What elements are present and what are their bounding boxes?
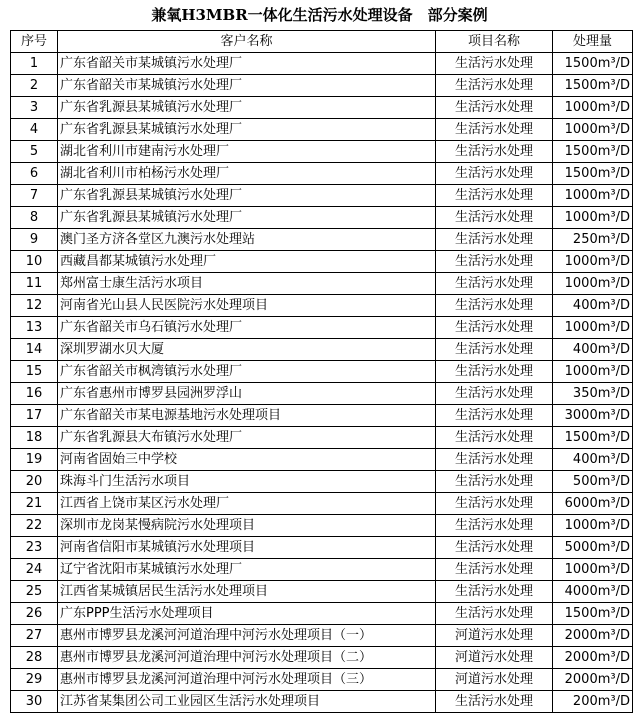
cell-capacity: 1000m³/D [553, 361, 633, 383]
table-row [11, 229, 633, 251]
table-row [11, 691, 633, 713]
cell-customer-name: 广东省韶关市某城镇污水处理厂 [58, 53, 436, 75]
cell-customer-name: 湖北省利川市柏杨污水处理厂 [58, 163, 436, 185]
table-row [11, 471, 633, 493]
cell-no: 2 [11, 75, 58, 97]
cell-no: 20 [11, 471, 58, 493]
cell-no: 3 [11, 97, 58, 119]
cell-no: 15 [11, 361, 58, 383]
cell-customer-name: 河南省光山县人民医院污水处理项目 [58, 295, 436, 317]
cell-no: 5 [11, 141, 58, 163]
table-row [11, 383, 633, 405]
cell-project-name: 河道污水处理 [436, 669, 553, 691]
cell-no: 4 [11, 119, 58, 141]
cell-customer-name: 江苏省某集团公司工业园区生活污水处理项目 [58, 691, 436, 713]
cell-project-name: 生活污水处理 [436, 119, 553, 141]
cell-no: 16 [11, 383, 58, 405]
cell-customer-name: 广东省韶关市某电源基地污水处理项目 [58, 405, 436, 427]
cell-capacity: 2000m³/D [553, 669, 633, 691]
cell-capacity: 2000m³/D [553, 625, 633, 647]
cell-customer-name: 澳门圣方济各堂区九澳污水处理站 [58, 229, 436, 251]
cell-project-name: 生活污水处理 [436, 361, 553, 383]
cell-project-name: 生活污水处理 [436, 537, 553, 559]
cell-no: 7 [11, 185, 58, 207]
table-row [11, 449, 633, 471]
header-row [11, 31, 633, 53]
table-row [11, 141, 633, 163]
cell-no: 25 [11, 581, 58, 603]
cell-project-name: 生活污水处理 [436, 339, 553, 361]
table-row [11, 53, 633, 75]
cell-project-name: 生活污水处理 [436, 559, 553, 581]
cell-customer-name: 湖北省利川市建南污水处理厂 [58, 141, 436, 163]
cell-project-name: 生活污水处理 [436, 317, 553, 339]
cell-capacity: 350m³/D [553, 383, 633, 405]
cell-capacity: 1500m³/D [553, 427, 633, 449]
cell-customer-name: 广东省乳源县某城镇污水处理厂 [58, 207, 436, 229]
cell-capacity: 1000m³/D [553, 515, 633, 537]
cell-no: 30 [11, 691, 58, 713]
cell-capacity: 1500m³/D [553, 603, 633, 625]
table-row [11, 361, 633, 383]
cell-capacity: 1000m³/D [553, 317, 633, 339]
table-row [11, 163, 633, 185]
cell-project-name: 生活污水处理 [436, 229, 553, 251]
cell-capacity: 1000m³/D [553, 185, 633, 207]
cell-no: 8 [11, 207, 58, 229]
cell-capacity: 1500m³/D [553, 163, 633, 185]
cell-capacity: 500m³/D [553, 471, 633, 493]
cell-capacity: 3000m³/D [553, 405, 633, 427]
cell-project-name: 生活污水处理 [436, 163, 553, 185]
cell-customer-name: 惠州市博罗县龙溪河河道治理中河污水处理项目（二） [58, 647, 436, 669]
table-row [11, 493, 633, 515]
cell-project-name: 生活污水处理 [436, 97, 553, 119]
table-body [11, 53, 633, 713]
cell-customer-name: 辽宁省沈阳市某城镇污水处理厂 [58, 559, 436, 581]
table-row [11, 295, 633, 317]
cell-project-name: 生活污水处理 [436, 691, 553, 713]
cell-no: 13 [11, 317, 58, 339]
cell-capacity: 1000m³/D [553, 97, 633, 119]
table-row [11, 603, 633, 625]
cell-no: 10 [11, 251, 58, 273]
cell-customer-name: 广东省乳源县某城镇污水处理厂 [58, 119, 436, 141]
table-row [11, 515, 633, 537]
cell-customer-name: 郑州富士康生活污水项目 [58, 273, 436, 295]
cell-project-name: 生活污水处理 [436, 405, 553, 427]
cell-project-name: 生活污水处理 [436, 295, 553, 317]
table-row [11, 75, 633, 97]
cell-capacity: 1000m³/D [553, 559, 633, 581]
cell-no: 14 [11, 339, 58, 361]
cell-no: 12 [11, 295, 58, 317]
table-row [11, 537, 633, 559]
cell-no: 24 [11, 559, 58, 581]
cell-project-name: 生活污水处理 [436, 185, 553, 207]
table-row [11, 273, 633, 295]
header-customer-name: 客户名称 [58, 31, 436, 53]
table-row [11, 669, 633, 691]
case-table [10, 30, 633, 713]
cell-no: 17 [11, 405, 58, 427]
cell-capacity: 1000m³/D [553, 207, 633, 229]
cell-customer-name: 深圳市龙岗某慢病院污水处理项目 [58, 515, 436, 537]
cell-capacity: 400m³/D [553, 449, 633, 471]
header-capacity: 处理量 [553, 31, 633, 53]
cell-project-name: 生活污水处理 [436, 427, 553, 449]
cell-project-name: 生活污水处理 [436, 53, 553, 75]
table-row [11, 251, 633, 273]
cell-customer-name: 广东省乳源县某城镇污水处理厂 [58, 185, 436, 207]
cell-project-name: 生活污水处理 [436, 251, 553, 273]
cell-no: 6 [11, 163, 58, 185]
table-row [11, 405, 633, 427]
cell-no: 19 [11, 449, 58, 471]
cell-project-name: 生活污水处理 [436, 273, 553, 295]
cell-customer-name: 河南省信阳市某城镇污水处理项目 [58, 537, 436, 559]
page-title: 兼氧H3MBR一体化生活污水处理设备 部分案例 [151, 6, 488, 24]
cell-customer-name: 河南省固始三中学校 [58, 449, 436, 471]
cell-capacity: 400m³/D [553, 339, 633, 361]
cell-customer-name: 广东省韶关市某城镇污水处理厂 [58, 75, 436, 97]
cell-customer-name: 惠州市博罗县龙溪河河道治理中河污水处理项目（三） [58, 669, 436, 691]
cell-capacity: 1500m³/D [553, 75, 633, 97]
cell-project-name: 生活污水处理 [436, 75, 553, 97]
table-row [11, 647, 633, 669]
cell-capacity: 6000m³/D [553, 493, 633, 515]
cell-project-name: 生活污水处理 [436, 515, 553, 537]
cell-project-name: 生活污水处理 [436, 383, 553, 405]
cell-capacity: 200m³/D [553, 691, 633, 713]
cell-no: 1 [11, 53, 58, 75]
cell-capacity: 2000m³/D [553, 647, 633, 669]
cell-capacity: 1500m³/D [553, 141, 633, 163]
cell-project-name: 生活污水处理 [436, 449, 553, 471]
cell-customer-name: 广东省乳源县某城镇污水处理厂 [58, 97, 436, 119]
cell-no: 28 [11, 647, 58, 669]
cell-customer-name: 江西省上饶市某区污水处理厂 [58, 493, 436, 515]
cell-project-name: 河道污水处理 [436, 647, 553, 669]
cell-no: 9 [11, 229, 58, 251]
cell-capacity: 1000m³/D [553, 119, 633, 141]
cell-no: 18 [11, 427, 58, 449]
header-no: 序号 [11, 31, 58, 53]
cell-capacity: 1000m³/D [553, 251, 633, 273]
cell-customer-name: 江西省某城镇居民生活污水处理项目 [58, 581, 436, 603]
cell-capacity: 1500m³/D [553, 53, 633, 75]
cell-capacity: 4000m³/D [553, 581, 633, 603]
cell-customer-name: 西藏昌都某城镇污水处理厂 [58, 251, 436, 273]
cell-customer-name: 深圳罗湖水贝大厦 [58, 339, 436, 361]
cell-project-name: 生活污水处理 [436, 581, 553, 603]
cell-project-name: 生活污水处理 [436, 207, 553, 229]
table-row [11, 581, 633, 603]
table-row [11, 207, 633, 229]
cell-no: 29 [11, 669, 58, 691]
cell-customer-name: 广东省韶关市乌石镇污水处理厂 [58, 317, 436, 339]
table-row [11, 559, 633, 581]
cell-customer-name: 广东PPP生活污水处理项目 [58, 603, 436, 625]
cell-capacity: 5000m³/D [553, 537, 633, 559]
cell-customer-name: 惠州市博罗县龙溪河河道治理中河污水处理项目（一） [58, 625, 436, 647]
cell-no: 23 [11, 537, 58, 559]
cell-no: 11 [11, 273, 58, 295]
table-row [11, 317, 633, 339]
cell-customer-name: 珠海斗门生活污水项目 [58, 471, 436, 493]
cell-project-name: 河道污水处理 [436, 625, 553, 647]
cell-capacity: 250m³/D [553, 229, 633, 251]
cell-customer-name: 广东省惠州市博罗县园洲罗浮山 [58, 383, 436, 405]
table-row [11, 185, 633, 207]
cell-no: 27 [11, 625, 58, 647]
table-row [11, 97, 633, 119]
cell-no: 21 [11, 493, 58, 515]
table-row [11, 427, 633, 449]
cell-capacity: 1000m³/D [553, 273, 633, 295]
table-row [11, 339, 633, 361]
cell-no: 26 [11, 603, 58, 625]
cell-project-name: 生活污水处理 [436, 493, 553, 515]
cell-no: 22 [11, 515, 58, 537]
cell-customer-name: 广东省韶关市枫湾镇污水处理厂 [58, 361, 436, 383]
cell-project-name: 生活污水处理 [436, 471, 553, 493]
cell-capacity: 400m³/D [553, 295, 633, 317]
cell-project-name: 生活污水处理 [436, 603, 553, 625]
cell-customer-name: 广东省乳源县大布镇污水处理厂 [58, 427, 436, 449]
table-row [11, 119, 633, 141]
cell-project-name: 生活污水处理 [436, 141, 553, 163]
table-row [11, 625, 633, 647]
header-project-name: 项目名称 [436, 31, 553, 53]
